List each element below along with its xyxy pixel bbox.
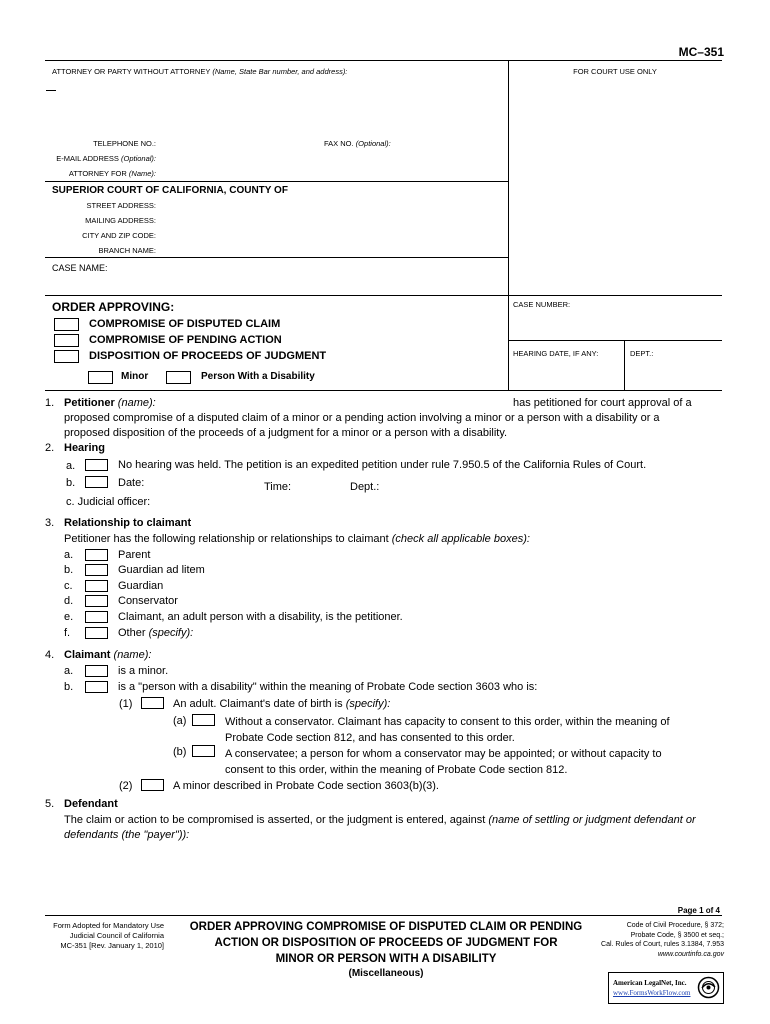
- s5-title: Defendant: [64, 798, 118, 810]
- minor-label: Minor: [121, 371, 149, 382]
- s2-b-letter: b.: [66, 477, 76, 489]
- order-title: ORDER APPROVING:: [52, 300, 175, 314]
- form-id: MC–351: [678, 45, 724, 59]
- checkbox-conservatee[interactable]: [192, 745, 215, 757]
- email-note: (Optional):: [120, 154, 156, 163]
- telephone-label: TELEPHONE NO.:: [93, 139, 156, 148]
- s2-dept-label: Dept.:: [350, 481, 380, 493]
- footer-left: [40, 921, 164, 951]
- footer-title-line2: ACTION OR DISPOSITION OF PROCEEDS OF JUDGMENT FOR: [214, 937, 558, 949]
- footer-right-line1: Code of Civil Procedure, § 372;: [626, 922, 724, 929]
- s3-intro-note: (check all applicable boxes):: [391, 533, 530, 545]
- s3-item-c-letter: c.: [64, 580, 73, 592]
- s5-num: 5.: [45, 798, 55, 810]
- option-disputed-claim: COMPROMISE OF DISPUTED CLAIM: [89, 318, 281, 330]
- legalnet-logo-icon: [697, 976, 720, 999]
- header-bottom-border: [45, 390, 722, 391]
- email-label-text: E-MAIL ADDRESS: [56, 154, 119, 163]
- footer-right: [560, 921, 724, 959]
- s3-item-claimant-petitioner: Claimant, an adult person with a disability, is the petitioner.: [118, 611, 403, 623]
- fax-note: (Optional):: [355, 139, 391, 148]
- s1-num: 1.: [45, 397, 55, 409]
- s3-item-conservator: Conservator: [118, 595, 178, 607]
- s4-claimant-label: [64, 649, 151, 661]
- s4-pb-num: (b): [173, 746, 187, 758]
- checkbox-pending-action[interactable]: [54, 334, 79, 347]
- s2-a-text: No hearing was held. The petition is an expedited petition under rule 7.950.5 of the California Rules of Court.: [118, 459, 647, 471]
- fax-label-text: FAX NO.: [324, 139, 354, 148]
- checkbox-disputed-claim[interactable]: [54, 318, 79, 331]
- s1-title: Petitioner: [64, 397, 115, 409]
- s5-line1: [64, 814, 696, 826]
- checkbox-claimant-petitioner[interactable]: [85, 611, 108, 623]
- s4-b-text: is a "person with a disability" within the meaning of Probate Code section 3603 who is:: [118, 681, 538, 693]
- s3-item-f-letter: f.: [64, 627, 71, 639]
- email-label: [40, 154, 156, 163]
- s4-pa-text1: Without a conservator. Claimant has capacity to consent to this order, within the meaning of: [225, 716, 670, 728]
- s2-a-letter: a.: [66, 460, 76, 472]
- attorney-for-note: (Name):: [128, 169, 156, 178]
- hearing-date-label: HEARING DATE, IF ANY:: [513, 349, 599, 358]
- legalnet-name: American LegalNet, Inc.: [613, 979, 687, 987]
- option-pending-action: COMPROMISE OF PENDING ACTION: [89, 334, 282, 346]
- s3-intro: [64, 533, 530, 545]
- s1-name-note: (name):: [117, 397, 156, 409]
- s3-item-d-letter: d.: [64, 595, 74, 607]
- attorney-field-mark: [46, 90, 56, 91]
- s3-other-note: (specify):: [148, 627, 194, 639]
- s2-c-letter: c.: [66, 496, 75, 508]
- legalnet-badge: [608, 972, 724, 1004]
- s4-num: 4.: [45, 649, 55, 661]
- s1-petitioner-label: [64, 397, 156, 409]
- s2-num: 2.: [45, 442, 55, 454]
- mailing-label: MAILING ADDRESS:: [85, 216, 156, 225]
- checkbox-conservator[interactable]: [85, 595, 108, 607]
- s3-other-text: Other: [118, 627, 146, 639]
- footer-rule: [45, 915, 722, 916]
- s3-item-other: [118, 627, 193, 639]
- s2-time-label: Time:: [264, 481, 292, 493]
- s4-pb-text2: consent to this order, within the meaning of Probate Code section 812.: [225, 764, 568, 776]
- checkbox-minor-3603[interactable]: [141, 779, 164, 791]
- legalnet-url[interactable]: www.FormsWorkFlow.com: [613, 989, 691, 997]
- footer-left-line1: Form Adopted for Mandatory Use: [53, 921, 164, 930]
- attorney-for-label: [40, 169, 156, 178]
- header-top-border: [45, 60, 722, 61]
- s4-p2-text: A minor described in Probate Code section 3603(b)(3).: [173, 780, 439, 792]
- checkbox-is-minor[interactable]: [85, 665, 108, 677]
- s1-line1-end: has petitioned for court approval of a: [513, 397, 692, 409]
- checkbox-minor[interactable]: [88, 371, 113, 384]
- divider-attorney: [45, 181, 508, 182]
- fax-label: [324, 139, 391, 148]
- dept-label: DEPT.:: [630, 349, 654, 358]
- s4-pb-text1: A conservatee; a person for whom a conservator may be appointed; or without capacity to: [225, 748, 662, 760]
- s4-pa-num: (a): [173, 715, 187, 727]
- court-title: SUPERIOR COURT OF CALIFORNIA, COUNTY OF: [52, 185, 288, 196]
- s4-name-note: (name):: [113, 649, 152, 661]
- divider-case-number: [508, 340, 722, 341]
- s2-judicial-officer: [66, 496, 150, 508]
- court-use-label: FOR COURT USE ONLY: [573, 67, 657, 76]
- footer-subtitle: (Miscellaneous): [348, 968, 424, 979]
- s5-line1-note: (name of settling or judgment defendant or: [488, 814, 696, 826]
- checkbox-without-conservator[interactable]: [192, 714, 215, 726]
- s4-p1-body: An adult. Claimant's date of birth is: [173, 698, 343, 710]
- s3-title: Relationship to claimant: [64, 517, 192, 529]
- footer-left-line2: Judicial Council of California: [69, 931, 164, 940]
- footer-title: [168, 919, 604, 981]
- page-number: Page 1 of 4: [677, 906, 720, 915]
- s4-title: Claimant: [64, 649, 111, 661]
- divider-case-name: [45, 295, 722, 296]
- s3-item-a-letter: a.: [64, 549, 74, 561]
- checkbox-person-disability[interactable]: [85, 681, 108, 693]
- s5-line1-text: The claim or action to be compromised is asserted, or the judgment is entered, against: [64, 814, 486, 826]
- s4-a-text: is a minor.: [118, 665, 169, 677]
- s4-p1-text: [173, 698, 390, 710]
- street-label: STREET ADDRESS:: [86, 201, 156, 210]
- divider-dept: [624, 340, 625, 390]
- s2-date-label: Date:: [118, 477, 145, 489]
- s3-item-e-letter: e.: [64, 611, 74, 623]
- checkbox-guardian[interactable]: [85, 580, 108, 592]
- s3-item-b-letter: b.: [64, 564, 74, 576]
- s4-p1-note: (specify):: [345, 698, 391, 710]
- footer-title-line3: MINOR OR PERSON WITH A DISABILITY: [275, 953, 497, 965]
- divider-court: [45, 257, 508, 258]
- footer-right-line3: Cal. Rules of Court, rules 3.1384, 7.953: [601, 941, 724, 948]
- attorney-label: [52, 67, 347, 76]
- checkbox-hearing-date[interactable]: [85, 476, 108, 488]
- checkbox-other[interactable]: [85, 627, 108, 639]
- s3-intro-text: Petitioner has the following relationship or relationships to claimant: [64, 533, 389, 545]
- checkbox-no-hearing[interactable]: [85, 459, 108, 471]
- checkbox-parent[interactable]: [85, 549, 108, 561]
- s4-b-letter: b.: [64, 681, 74, 693]
- s3-item-guardian: Guardian: [118, 580, 164, 592]
- checkbox-adult[interactable]: [141, 697, 164, 709]
- s4-p1-num: (1): [119, 698, 133, 710]
- s3-item-parent: Parent: [118, 549, 151, 561]
- option-proceeds-judgment: DISPOSITION OF PROCEEDS OF JUDGMENT: [89, 350, 327, 362]
- checkbox-disability[interactable]: [166, 371, 191, 384]
- case-number-label: CASE NUMBER:: [513, 300, 571, 309]
- s4-p2-num: (2): [119, 780, 133, 792]
- s4-a-letter: a.: [64, 665, 74, 677]
- s4-pa-text2: Probate Code section 812, and has consented to this order.: [225, 732, 515, 744]
- branch-label: BRANCH NAME:: [98, 246, 156, 255]
- s2-officer-label: Judicial officer:: [77, 496, 151, 508]
- footer-court-url[interactable]: www.courtinfo.ca.gov: [657, 950, 724, 958]
- s1-line3: proposed disposition of the proceeds of a judgment for a minor or a person with a disability.: [64, 427, 508, 439]
- checkbox-proceeds-judgment[interactable]: [54, 350, 79, 363]
- s3-num: 3.: [45, 517, 55, 529]
- s2-title: Hearing: [64, 442, 105, 454]
- footer-title-line1: ORDER APPROVING COMPROMISE OF DISPUTED CLAIM OR PENDING: [189, 921, 583, 933]
- attorney-label-text: ATTORNEY OR PARTY WITHOUT ATTORNEY: [52, 67, 211, 76]
- s1-line2: proposed compromise of a disputed claim of a minor or a pending action involving a minor or a person with a disability or a: [64, 412, 660, 424]
- city-label: CITY AND ZIP CODE:: [82, 231, 156, 240]
- checkbox-guardian-ad-litem[interactable]: [85, 564, 108, 576]
- s3-item-guardian-ad-litem: Guardian ad litem: [118, 564, 205, 576]
- attorney-for-text: ATTORNEY FOR: [68, 169, 127, 178]
- disability-label: Person With a Disability: [201, 371, 315, 382]
- attorney-note: (Name, State Bar number, and address):: [212, 67, 348, 76]
- case-name-label: CASE NAME:: [52, 263, 108, 273]
- s5-line2-note: defendants (the "payer")):: [64, 829, 190, 841]
- footer-left-line3: MC-351 [Rev. January 1, 2010]: [60, 941, 164, 950]
- footer-right-line2: Probate Code, § 3500 et seq.;: [630, 931, 724, 939]
